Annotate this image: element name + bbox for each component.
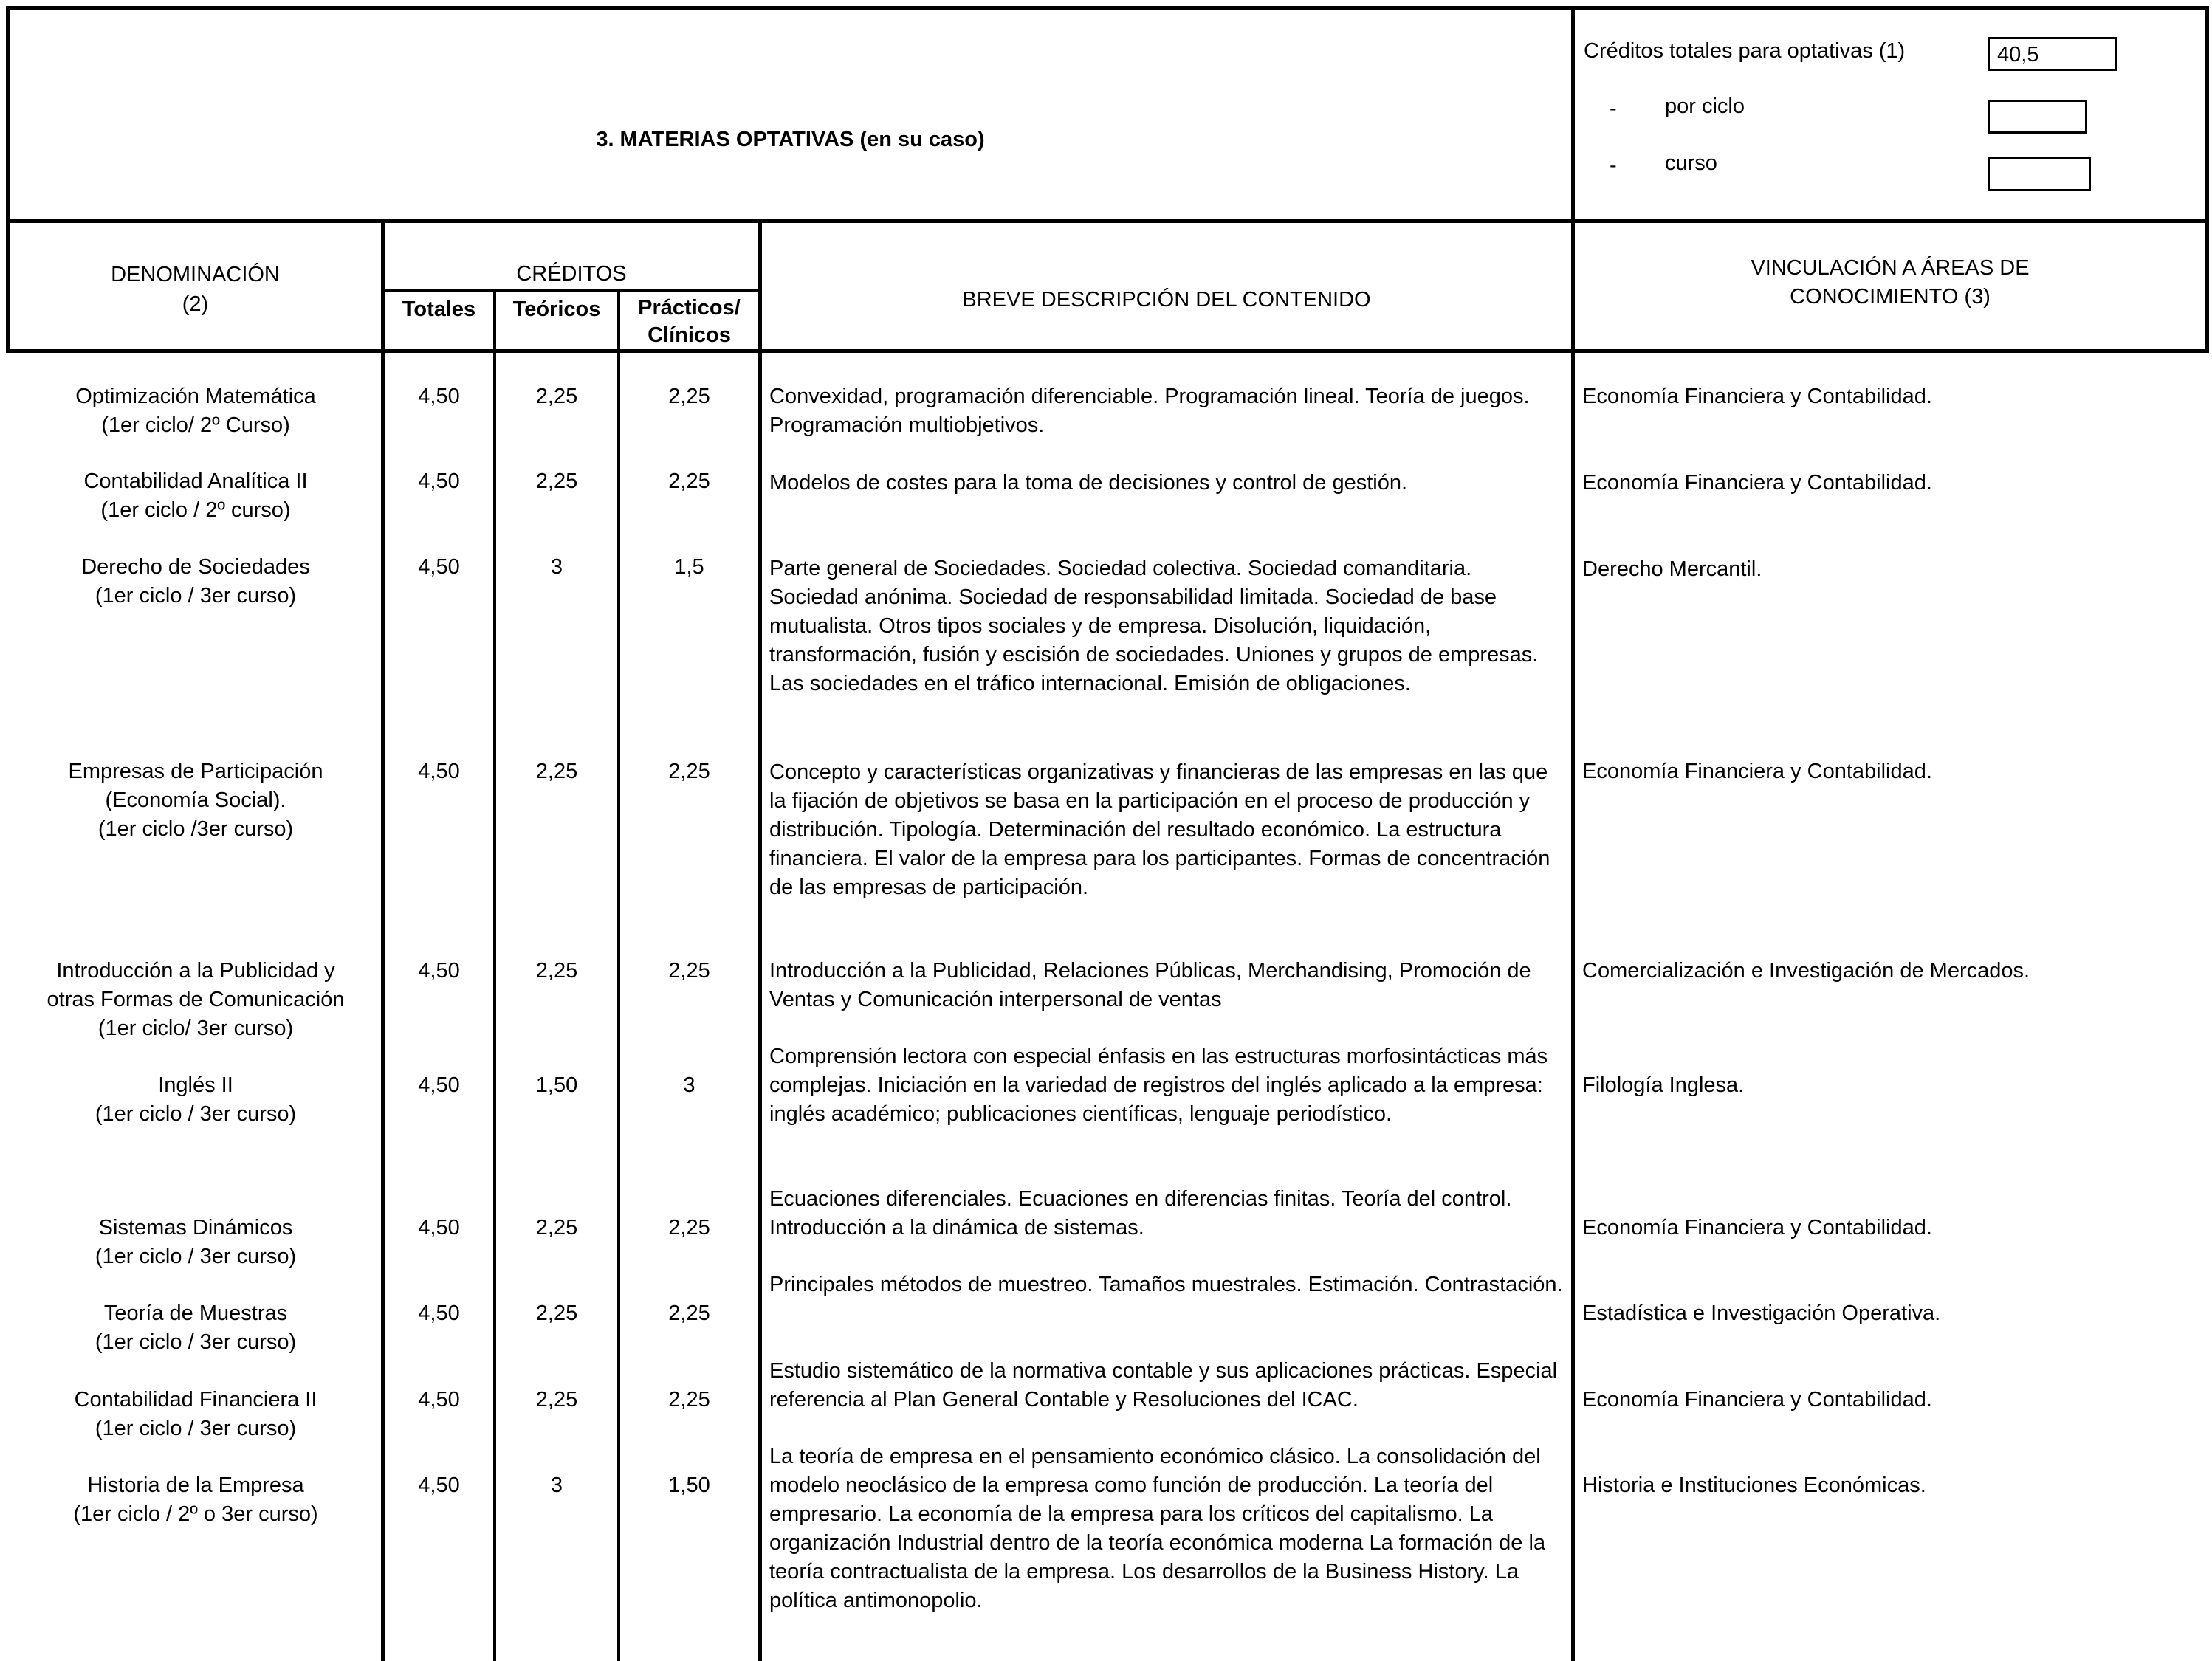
course-name: Historia de la Empresa	[87, 1473, 304, 1497]
header-practicos: Prácticos/	[638, 296, 741, 320]
course-description: Parte general de Sociedades. Sociedad colectiva. Sociedad comanditaria. Sociedad anónima. Sociedad de responsabilidad limitada. Sociedad de base mutualista. Otros tipos sociales y de empresa. Disolución, liquidación, transformación, fusión y escisión de sociedades. Uniones y grupos de empresas. Las sociedades en el tráfico internacional. Emisión de obligaciones.	[769, 557, 1539, 695]
knowledge-area: Filología Inglesa.	[1582, 1073, 1745, 1097]
header-totales: Totales	[402, 298, 476, 321]
credits-total: 4,50	[418, 760, 460, 783]
section-title: 3. MATERIAS OPTATIVAS (en su caso)	[596, 128, 985, 151]
course-description: Convexidad, programación diferenciable. Programación lineal. Teoría de juegos. Programación multiobjetivos.	[769, 385, 1530, 437]
credits-practice: 1,5	[674, 555, 704, 579]
credits-total: 4,50	[418, 555, 460, 579]
knowledge-area: Economía Financiera y Contabilidad.	[1582, 1388, 1932, 1411]
course-description: Ecuaciones diferenciales. Ecuaciones en diferencias finitas. Teoría del control. Introducción a la dinámica de sistemas.	[769, 1187, 1512, 1239]
course-name: Contabilidad Analítica II	[83, 470, 308, 493]
credits-theory: 2,25	[535, 959, 578, 983]
total-credits-field[interactable]	[1988, 37, 2117, 71]
credits-practice: 1,50	[668, 1473, 710, 1497]
course-cycle: (1er ciclo / 3er curso)	[95, 1245, 297, 1268]
credits-total: 4,50	[418, 1388, 460, 1411]
course-name: Sistemas Dinámicos	[98, 1216, 293, 1239]
course-name: Teoría de Muestras	[103, 1301, 288, 1325]
knowledge-area: Historia e Instituciones Económicas.	[1582, 1473, 1926, 1497]
credits-theory: 2,25	[535, 470, 578, 493]
credits-theory: 2,25	[535, 1388, 578, 1411]
header-conocimiento: CONOCIMIENTO (3)	[1790, 285, 1991, 309]
knowledge-area: Estadística e Investigación Operativa.	[1582, 1301, 1941, 1325]
course-cycle: (1er ciclo / 3er curso)	[95, 584, 297, 608]
credits-theory: 1,50	[535, 1073, 578, 1097]
course-cycle: (1er ciclo / 2º o 3er curso)	[73, 1502, 318, 1526]
header-denominacion-note: (2)	[182, 292, 209, 316]
credits-total: 4,50	[418, 1216, 460, 1239]
credits-total: 4,50	[418, 1073, 460, 1097]
total-credits-value: 40,5	[1997, 43, 2039, 66]
knowledge-area: Derecho Mercantil.	[1582, 557, 1762, 581]
course-description: La teoría de empresa en el pensamiento económico clásico. La consolidación del modelo neoclásico de la empresa como función de producción. La teoría del empresario. La economía de la empresa para los críticos del capitalismo. La organización Industrial dentro de la teoría económica moderna La formación de la teoría contractualista de la empresa. Los desarrollos de la Business History. La política antimonopolio.	[769, 1445, 1546, 1612]
credits-total: 4,50	[418, 1301, 460, 1325]
course-name: Inglés II	[158, 1073, 233, 1097]
credits-total: 4,50	[418, 959, 460, 983]
course-name-line2: otras Formas de Comunicación	[47, 988, 345, 1011]
credits-practice: 2,25	[668, 470, 710, 493]
course-dash: -	[1610, 154, 1617, 177]
credits-theory: 2,25	[535, 1301, 578, 1325]
credits-practice: 2,25	[668, 959, 710, 983]
course-description: Modelos de costes para la toma de decisiones y control de gestión.	[769, 471, 1408, 495]
course-name: Empresas de Participación	[68, 760, 323, 783]
knowledge-area: Economía Financiera y Contabilidad.	[1582, 385, 1932, 408]
header-creditos: CRÉDITOS	[516, 262, 627, 286]
course-cycle: (1er ciclo / 3er curso)	[95, 1330, 297, 1354]
course-cycle: (1er ciclo / 3er curso)	[95, 1102, 297, 1126]
credits-practice: 2,25	[668, 1388, 710, 1411]
credits-theory: 3	[550, 1473, 563, 1497]
course-cycle: (1er ciclo /3er curso)	[97, 817, 294, 841]
per-cycle-label: por ciclo	[1665, 94, 1745, 118]
credits-theory: 3	[550, 555, 563, 579]
credits-practice: 2,25	[668, 1301, 710, 1325]
course-label: curso	[1665, 151, 1717, 175]
credits-total: 4,50	[418, 1473, 460, 1497]
per-cycle-dash: -	[1610, 97, 1617, 120]
credits-total: 4,50	[418, 385, 460, 408]
credits-practice: 2,25	[668, 760, 710, 783]
credits-theory: 2,25	[535, 385, 578, 408]
course-description: Comprensión lectora con especial énfasis en las estructuras morfosintácticas más complejas. Iniciación en la variedad de registros del inglés aplicado a la empresa: inglés académico; publicaciones científicas, lenguaje periodístico.	[769, 1045, 1548, 1126]
credits-total: 4,50	[418, 470, 460, 493]
course-name: Contabilidad Financiera II	[74, 1388, 317, 1411]
knowledge-area: Economía Financiera y Contabilidad.	[1582, 471, 1932, 495]
course-description: Principales métodos de muestreo. Tamaños muestrales. Estimación. Contrastación.	[769, 1273, 1563, 1296]
course-description: Concepto y características organizativas y financieras de las empresas en las que la fijación de objetivos se basa en la participación en el proceso de producción y distribución. Tipología. Determinación del resultado económico. La estructura financiera. El valor de la empresa para los participantes. Formas de concentración de las empresas de participación.	[769, 760, 1550, 899]
knowledge-area: Economía Financiera y Contabilidad.	[1582, 1216, 1932, 1239]
course-name: Optimización Matemática	[75, 385, 316, 408]
credits-practice: 2,25	[668, 1216, 710, 1239]
credits-theory: 2,25	[535, 1216, 578, 1239]
knowledge-area: Economía Financiera y Contabilidad.	[1582, 760, 1932, 783]
course-cycle: (1er ciclo/ 3er curso)	[97, 1017, 294, 1040]
header-teoricos: Teóricos	[512, 298, 601, 321]
knowledge-area: Comercialización e Investigación de Mercados.	[1582, 959, 2030, 983]
credits-theory: 2,25	[535, 760, 578, 783]
header-vinculacion: VINCULACIÓN A ÁREAS DE	[1751, 256, 2030, 280]
credits-practice: 2,25	[668, 385, 710, 408]
course-description: Introducción a la Publicidad, Relaciones Públicas, Merchandising, Promoción de Ventas y Comunicación interpersonal de ventas	[769, 959, 1531, 1011]
header-denominacion: DENOMINACIÓN	[111, 263, 280, 286]
course-name: Derecho de Sociedades	[81, 555, 310, 579]
course-name: Introducción a la Publicidad y	[56, 959, 335, 983]
header-clinicos: Clínicos	[648, 323, 731, 347]
header-descripcion: BREVE DESCRIPCIÓN DEL CONTENIDO	[962, 288, 1371, 312]
course-cycle: (1er ciclo/ 2º Curso)	[101, 413, 290, 437]
course-name-line2: (Economía Social).	[105, 788, 286, 812]
course-field[interactable]	[1988, 157, 2091, 191]
total-credits-label: Créditos totales para optativas (1)	[1584, 39, 1906, 63]
course-cycle: (1er ciclo / 3er curso)	[95, 1417, 297, 1440]
credits-practice: 3	[683, 1073, 695, 1097]
course-cycle: (1er ciclo / 2º curso)	[100, 498, 291, 522]
per-cycle-field[interactable]	[1988, 100, 2087, 134]
course-description: Estudio sistemático de la normativa contable y sus aplicaciones prácticas. Especial referencia al Plan General Contable y Resoluciones del ICAC.	[769, 1359, 1558, 1411]
